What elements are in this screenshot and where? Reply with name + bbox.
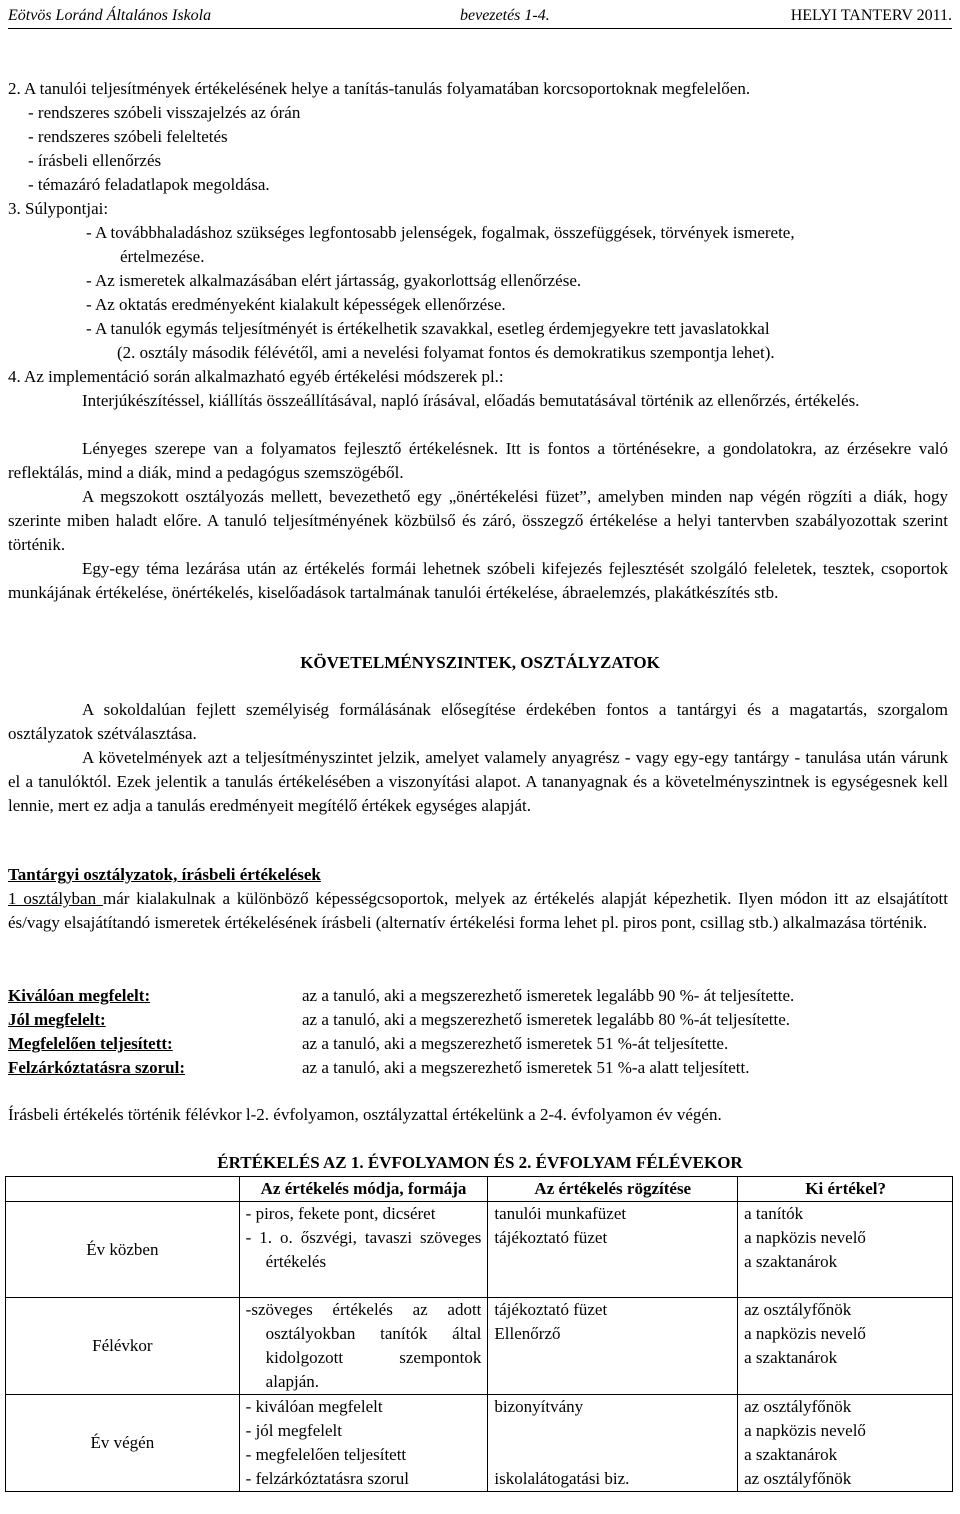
page-header — [8, 2, 952, 29]
section4-paragraph: Egy-egy téma lezárása után az értékelés formái lehetnek szóbeli kifejezés fejlesztését szolgáló feleletek, tesztek, csoportok munkájának értékelése, önértékelés, kiselőadások tartalmának tanulói értékelése, ábraelemzés, plakátkészítés stb. — [8, 559, 948, 602]
section4-paragraph: Lényeges szerepe van a folyamatos fejlesztő értékelésnek. Itt is fontos a történésekre, a gondolatokra, az érzésekre való reflektálás, mind a diák, mind a pedagógus szemszögéből. — [8, 439, 948, 482]
written-note: Írásbeli értékelés történik félévkor l-2. évfolyamon, osztályzattal értékelünk a 2-4. évfolyamon év végén. — [8, 1105, 722, 1124]
header-cell — [6, 1177, 240, 1202]
section3-item: - A továbbhaladáshoz szükséges legfontosabb jelenségek, fogalmak, összefüggések, törvények ismerete, — [86, 223, 795, 242]
grade-text: az a tanuló, aki a megszerezhető ismeretek legalább 90 %- át teljesítette. — [302, 986, 795, 1005]
table-row — [6, 1395, 953, 1492]
table-header-row — [6, 1177, 953, 1202]
header-school: Eötvös Loránd Általános Iskola — [8, 7, 212, 24]
grade-label: Jól megfelelt: — [8, 1010, 106, 1029]
grade-label: Megfelelően teljesített: — [8, 1034, 173, 1053]
grade-text: az a tanuló, aki a megszerezhető ismeretek 51 %-a alatt teljesített. — [302, 1058, 750, 1077]
section3-item: (2. osztály második félévétől, ami a nevelési folyamat fontos és demokratikus szempontja lehet). — [117, 343, 775, 362]
section2-item: - írásbeli ellenőrzés — [28, 151, 162, 170]
who-cell: az osztályfőnök a napközis nevelő a szaktanárok — [738, 1298, 953, 1395]
table-row — [6, 1298, 953, 1395]
section2-title: 2. A tanulói teljesítmények értékelésének helye a tanítás-tanulás folyamatában korcsoportoknak megfelelően. — [8, 79, 751, 98]
section3-item: - Az oktatás eredményeként kialakult képességek ellenőrzése. — [86, 295, 506, 314]
tantargyi-text: már kialakulnak a különböző képességcsoportok, melyek az értékelés alapját képezhetik. Ilyen módon itt az elsajátított és/vagy elsajátítandó ismeretek értékelésének írásbeli (alternatív értékelési forma lehet pl. piros pont, csillag stb.) alkalmazása történik. — [8, 889, 948, 932]
grade-label: Kiválóan megfelelt: — [8, 986, 151, 1005]
period-cell: Év végén — [6, 1395, 240, 1492]
who-cell: a tanítók a napközis nevelő a szaktanárok — [738, 1202, 953, 1298]
tantargyi-paragraph — [8, 887, 948, 935]
section2-item: - rendszeres szóbeli feleltetés — [28, 127, 228, 146]
tantargyi-heading: Tantárgyi osztályzatok, írásbeli értékelések — [8, 865, 321, 884]
section3-item: értelmezése. — [120, 247, 205, 266]
section3-item: - Az ismeretek alkalmazásában elért jártasság, gyakorlottság ellenőrzése. — [86, 271, 582, 290]
header-cell: Az értékelés módja, formája — [239, 1177, 488, 1202]
who-cell: az osztályfőnök a napközis nevelő a szaktanárok az osztályfőnök — [738, 1395, 953, 1492]
section3-title: 3. Súlypontjai: — [8, 199, 109, 218]
section2-item: - témazáró feladatlapok megoldása. — [28, 175, 270, 194]
grade-text: az a tanuló, aki a megszerezhető ismeretek legalább 80 %-át teljesítette. — [302, 1010, 791, 1029]
period-cell: Év közben — [6, 1202, 240, 1298]
section3-item: - A tanulók egymás teljesítményét is értékelhetik szavakkal, esetleg érdemjegyekre tett javaslatokkal — [86, 319, 770, 338]
record-cell: bizonyítvány iskolalátogatási biz. — [488, 1395, 738, 1492]
kovetelmeny-paragraph: A követelmények azt a teljesítményszintet jelzik, amelyet valamely anyagrész - vagy egy-egy tantárgy - tanulása után várunk el a tanulóktól. Ezek jelentik a tanulás értékelésében a viszonyítási alapot. A tananyagnak és a követelményszintnek is egységesnek kell lennie, mert ez adja a tanulás eredményeit megítélő értékek egységes alapját. — [8, 748, 948, 815]
method-cell: -szöveges értékelés az adott osztályokban tanítók által kidolgozott szempontok alapján. — [239, 1298, 488, 1395]
header-plan: HELYI TANTERV 2011. — [790, 7, 952, 24]
table-title: ÉRTÉKELÉS AZ 1. ÉVFOLYAMON ÉS 2. ÉVFOLYAM FÉLÉVEKOR — [217, 1153, 743, 1172]
grade-label: Felzárkóztatásra szorul: — [8, 1058, 186, 1077]
section2-item: - rendszeres szóbeli visszajelzés az órán — [28, 103, 301, 122]
section4-paragraph: Interjúkészítéssel, kiállítás összeállításával, napló írásával, előadás bemutatásával történik az ellenőrzés, értékelés. — [82, 391, 860, 410]
method-cell: - piros, fekete pont, dicséret - 1. o. őszvégi, tavaszi szöveges értékelés — [239, 1202, 488, 1298]
tantargyi-lead: 1 osztályban — [8, 889, 103, 908]
evaluation-table — [5, 1176, 953, 1492]
header-cell: Ki értékel? — [738, 1177, 953, 1202]
record-cell: tájékoztató füzet Ellenőrző — [488, 1298, 738, 1395]
kovetelmeny-paragraph: A sokoldalúan fejlett személyiség formálásának elősegítése érdekében fontos a tantárgyi és a magatartás, szorgalom osztályzatok szétválasztása. — [8, 700, 948, 743]
period-cell: Félévkor — [6, 1298, 240, 1395]
table-row — [6, 1202, 953, 1298]
section4-paragraph: A megszokott osztályozás mellett, bevezethető egy „önértékelési füzet”, amelyben minden nap végén rögzíti a diák, hogy szerinte miben haladt előre. A tanuló teljesítményének közbülső és záró, összegző értékelése a helyi tantervben szabályozottak szerint történik. — [8, 487, 948, 554]
method-cell: - kiválóan megfelelt - jól megfelelt - megfelelően teljesített - felzárkóztatásra szorul — [239, 1395, 488, 1492]
grade-text: az a tanuló, aki a megszerezhető ismeretek 51 %-át teljesítette. — [302, 1034, 729, 1053]
section-heading: KÖVETELMÉNYSZINTEK, OSZTÁLYZATOK — [300, 653, 660, 672]
header-grade: bevezetés 1-4. — [460, 7, 550, 24]
record-cell: tanulói munkafüzet tájékoztató füzet — [488, 1202, 738, 1298]
section4-title: 4. Az implementáció során alkalmazható egyéb értékelési módszerek pl.: — [8, 367, 504, 386]
header-cell: Az értékelés rögzítése — [488, 1177, 738, 1202]
